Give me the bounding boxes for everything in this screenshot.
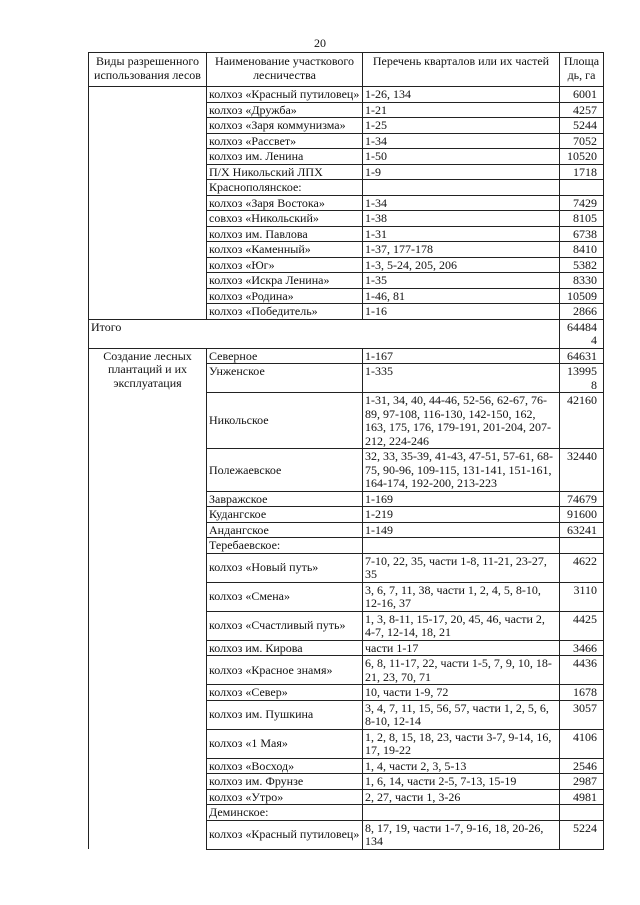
area-cell: 4622 [560, 553, 604, 582]
area-cell [560, 180, 604, 196]
quarters-cell [363, 805, 560, 821]
page-number: 20 [314, 36, 326, 50]
forestry-name-cell: колхоз «Север» [207, 685, 363, 701]
forestry-name-cell: Теребаевское: [207, 538, 363, 554]
area-cell: 63241 [560, 522, 604, 538]
total-label: Итого [89, 319, 560, 348]
quarters-cell: 1, 6, 14, части 2-5, 7-13, 15-19 [363, 774, 560, 790]
quarters-cell: 2, 27, части 1, 3-26 [363, 789, 560, 805]
area-cell: 4436 [560, 656, 604, 685]
quarters-cell: 3, 4, 7, 11, 15, 56, 57, части 1, 2, 5, 6, 8-10, 12-14 [363, 700, 560, 729]
area-cell: 7429 [560, 195, 604, 211]
area-cell: 32440 [560, 449, 604, 492]
forestry-name-cell: колхоз «Счастливый путь» [207, 611, 363, 640]
quarters-cell: 3, 6, 7, 11, 38, части 1, 2, 4, 5, 8-10, 12-16, 37 [363, 582, 560, 611]
quarters-cell [363, 180, 560, 196]
area-cell: 2987 [560, 774, 604, 790]
area-cell [560, 538, 604, 554]
forestry-name-cell: Андангское [207, 522, 363, 538]
forestry-name-cell: Деминское: [207, 805, 363, 821]
area-cell: 4425 [560, 611, 604, 640]
forestry-name-cell: колхоз им. Фрунзе [207, 774, 363, 790]
area-cell: 1718 [560, 164, 604, 180]
area-cell: 3466 [560, 640, 604, 656]
forestry-name-cell: Завражское [207, 491, 363, 507]
area-cell: 4981 [560, 789, 604, 805]
quarters-cell: 1-31 [363, 226, 560, 242]
forestry-name-cell: колхоз им. Пушкина [207, 700, 363, 729]
area-cell: 2866 [560, 304, 604, 320]
quarters-cell: 8, 17, 19, части 1-7, 9-16, 18, 20-26, 134 [363, 820, 560, 849]
forestry-name-cell: колхоз «Красный путиловец» [207, 87, 363, 103]
forestry-name-cell: колхоз «Красный путиловец» [207, 820, 363, 849]
forestry-name-cell: П/Х Никольский ЛПХ [207, 164, 363, 180]
quarters-cell: 1-50 [363, 149, 560, 165]
forestry-name-cell: колхоз им. Ленина [207, 149, 363, 165]
quarters-cell: 1-169 [363, 491, 560, 507]
quarters-cell: 1-219 [363, 507, 560, 523]
use-type-cell [89, 87, 207, 320]
forestry-name-cell: колхоз «Заря коммунизма» [207, 118, 363, 134]
quarters-cell: 1-3, 5-24, 205, 206 [363, 257, 560, 273]
area-cell: 91600 [560, 507, 604, 523]
area-cell: 1678 [560, 685, 604, 701]
quarters-cell: 1-26, 134 [363, 87, 560, 103]
quarters-cell: 1-21 [363, 102, 560, 118]
forestry-name-cell: колхоз «Новый путь» [207, 553, 363, 582]
quarters-cell: 1-34 [363, 133, 560, 149]
area-cell: 7052 [560, 133, 604, 149]
quarters-cell: 1-25 [363, 118, 560, 134]
forestry-name-cell: колхоз «Смена» [207, 582, 363, 611]
quarters-cell: 1, 4, части 2, 3, 5-13 [363, 758, 560, 774]
quarters-cell: 1-9 [363, 164, 560, 180]
area-cell: 3057 [560, 700, 604, 729]
header-forestry-name: Наименование участкового лесничества [207, 53, 363, 87]
forestry-name-cell: колхоз «Каменный» [207, 242, 363, 258]
area-cell: 5244 [560, 118, 604, 134]
area-cell: 8330 [560, 273, 604, 289]
quarters-cell: части 1-17 [363, 640, 560, 656]
forestry-name-cell: Краснополянское: [207, 180, 363, 196]
area-cell: 74679 [560, 491, 604, 507]
header-area: Площадь, га [560, 53, 604, 87]
forestry-name-cell: совхоз «Никольский» [207, 211, 363, 227]
area-cell: 42160 [560, 393, 604, 449]
area-cell: 4106 [560, 729, 604, 758]
forestry-name-cell: колхоз «Родина» [207, 288, 363, 304]
use-type-cell: Создание лесных плантаций и их эксплуатация [89, 348, 207, 849]
area-cell: 5224 [560, 820, 604, 849]
quarters-cell: 1-149 [363, 522, 560, 538]
area-cell: 8105 [560, 211, 604, 227]
forestry-name-cell: Полежаевское [207, 449, 363, 492]
quarters-cell: 1-46, 81 [363, 288, 560, 304]
area-cell: 3110 [560, 582, 604, 611]
forestry-name-cell: колхоз «Восход» [207, 758, 363, 774]
forestry-name-cell: Унженское [207, 364, 363, 393]
forestry-name-cell: Кудангское [207, 507, 363, 523]
quarters-cell: 32, 33, 35-39, 41-43, 47-51, 57-61, 68-75, 90-96, 109-115, 131-141, 151-161, 164-174, 192-200, 213-223 [363, 449, 560, 492]
area-cell: 10520 [560, 149, 604, 165]
area-cell: 10509 [560, 288, 604, 304]
area-cell: 2546 [560, 758, 604, 774]
area-cell: 5382 [560, 257, 604, 273]
forestry-name-cell: колхоз им. Павлова [207, 226, 363, 242]
quarters-cell: 1, 3, 8-11, 15-17, 20, 45, 46, части 2, 4-7, 12-14, 18, 21 [363, 611, 560, 640]
forestry-name-cell: колхоз «Победитель» [207, 304, 363, 320]
area-cell: 8410 [560, 242, 604, 258]
forestry-name-cell: колхоз им. Кирова [207, 640, 363, 656]
quarters-cell: 1-37, 177-178 [363, 242, 560, 258]
forestry-name-cell: колхоз «1 Мая» [207, 729, 363, 758]
forestry-name-cell: Никольское [207, 393, 363, 449]
forestry-name-cell: колхоз «Утро» [207, 789, 363, 805]
forestry-name-cell: колхоз «Искра Ленина» [207, 273, 363, 289]
quarters-cell: 1-167 [363, 348, 560, 364]
forestry-name-cell: колхоз «Дружба» [207, 102, 363, 118]
area-cell: 4257 [560, 102, 604, 118]
forest-use-table [88, 52, 604, 850]
forestry-name-cell: колхоз «Красное знамя» [207, 656, 363, 685]
area-cell: 139958 [560, 364, 604, 393]
forestry-name-cell: колхоз «Рассвет» [207, 133, 363, 149]
area-cell [560, 805, 604, 821]
quarters-cell: 10, части 1-9, 72 [363, 685, 560, 701]
forestry-name-cell: колхоз «Заря Востока» [207, 195, 363, 211]
quarters-cell: 1-35 [363, 273, 560, 289]
quarters-cell: 1-34 [363, 195, 560, 211]
table-row [89, 348, 604, 364]
area-cell: 64631 [560, 348, 604, 364]
quarters-cell: 1-31, 34, 40, 44-46, 52-56, 62-67, 76-89, 97-108, 116-130, 142-150, 162, 163, 175, 176, 179-191, 201-204, 207-212, 224-246 [363, 393, 560, 449]
quarters-cell [363, 538, 560, 554]
quarters-cell: 7-10, 22, 35, части 1-8, 11-21, 23-27, 35 [363, 553, 560, 582]
quarters-cell: 1-16 [363, 304, 560, 320]
forestry-name-cell: колхоз «Юг» [207, 257, 363, 273]
quarters-cell: 1, 2, 8, 15, 18, 23, части 3-7, 9-14, 16, 17, 19-22 [363, 729, 560, 758]
total-area: 644844 [560, 319, 604, 348]
total-row [89, 319, 604, 348]
table-row [89, 87, 604, 103]
table-header-row [89, 53, 604, 87]
forestry-name-cell: Северное [207, 348, 363, 364]
header-use-type: Виды разрешенного использования лесов [89, 53, 207, 87]
area-cell: 6738 [560, 226, 604, 242]
header-quarters: Перечень кварталов или их частей [363, 53, 560, 87]
quarters-cell: 1-335 [363, 364, 560, 393]
quarters-cell: 1-38 [363, 211, 560, 227]
quarters-cell: 6, 8, 11-17, 22, части 1-5, 7, 9, 10, 18-21, 23, 70, 71 [363, 656, 560, 685]
area-cell: 6001 [560, 87, 604, 103]
